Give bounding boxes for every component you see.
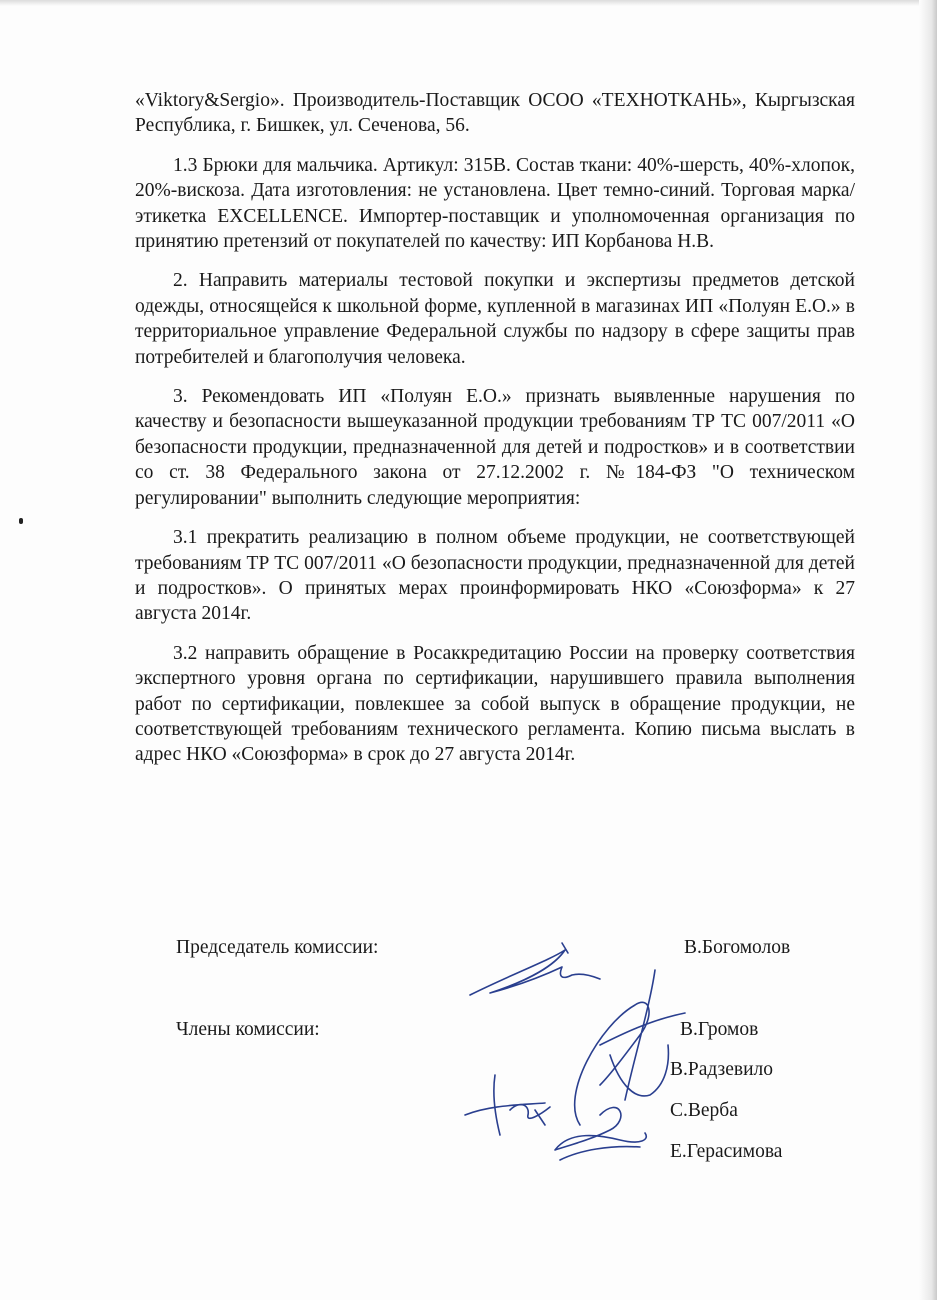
member-name: В.Радзевило	[670, 1059, 774, 1080]
handwritten-signatures-icon	[450, 935, 710, 1175]
document-body	[135, 88, 855, 782]
member-signature-stroke	[575, 970, 685, 1125]
paragraph-3-2: 3.2 направить обращение в Росаккредитацию России на проверку соответствия экспертного уровня органа по сертификации, нарушившего правила выполнения работ по сертификации, повлекшее за собой выпуск в обращение продукции, не соответствующей требованиям технического регламента. Копию письма выслать в адрес НКО «Союзформа» в срок до 27 августа 2014г.	[135, 642, 855, 766]
members-label: Члены комиссии:	[176, 1019, 320, 1040]
paragraph-2: 2. Направить материалы тестовой покупки и экспертизы предметов детской одежды, относящейся к школьной форме, купленной в магазинах ИП «Полуян Е.О.» в территориальное управление Федеральной службы по надзору в сфере защиты прав потребителей и благополучия человека.	[135, 270, 855, 368]
paragraph-3-1: 3.1 прекратить реализацию в полном объеме продукции, не соответствующей требованиям ТР ТС 007/2011 «О безопасности продукции, предназначенной для детей и подростков». О принятых мерах проинформировать НКО «Союзформа» к 27 августа 2014г.	[135, 527, 855, 625]
member-name: В.Громов	[680, 1019, 759, 1040]
chair-signature-stroke	[470, 950, 600, 995]
chair-name: В.Богомолов	[684, 937, 791, 958]
scan-top-edge	[0, 0, 937, 6]
member-name: С.Верба	[670, 1100, 738, 1121]
chair-label: Председатель комиссии:	[176, 937, 379, 958]
stray-ink-mark	[19, 518, 23, 524]
paragraph-continuation: «Viktory&Sergio». Производитель-Поставщик ОСОО «ТЕХНОТКАНЬ», Кыргызская Республика, г. Бишкек, ул. Сеченова, 56.	[135, 90, 855, 137]
paragraph-3: 3. Рекомендовать ИП «Полуян Е.О.» признать выявленные нарушения по качеству и безопасности вышеуказанной продукции требованиям ТР ТС 007/2011 «О безопасности продукции, предназначенной для детей и подростков» и в соответствии со ст. 38 Федерального закона от 27.12.2002 г. №184-ФЗ "О техническом регулировании" выполнить следующие мероприятия:	[135, 386, 855, 509]
member-name: Е.Герасимова	[670, 1141, 783, 1162]
paragraph-1-3: 1.3 Брюки для мальчика. Артикул: 315В. Состав ткани: 40%-шерсть, 40%-хлопок, 20%-вискоза. Дата изготовления: не установлена. Цвет темно-синий. Торговая марка/этикетка EXCELLENCE. Импортер-поставщик и уполномоченная организация по принятию претензий от покупателей по качеству: ИП Корбанова Н.В.	[135, 154, 855, 253]
scan-right-edge	[919, 0, 937, 1300]
